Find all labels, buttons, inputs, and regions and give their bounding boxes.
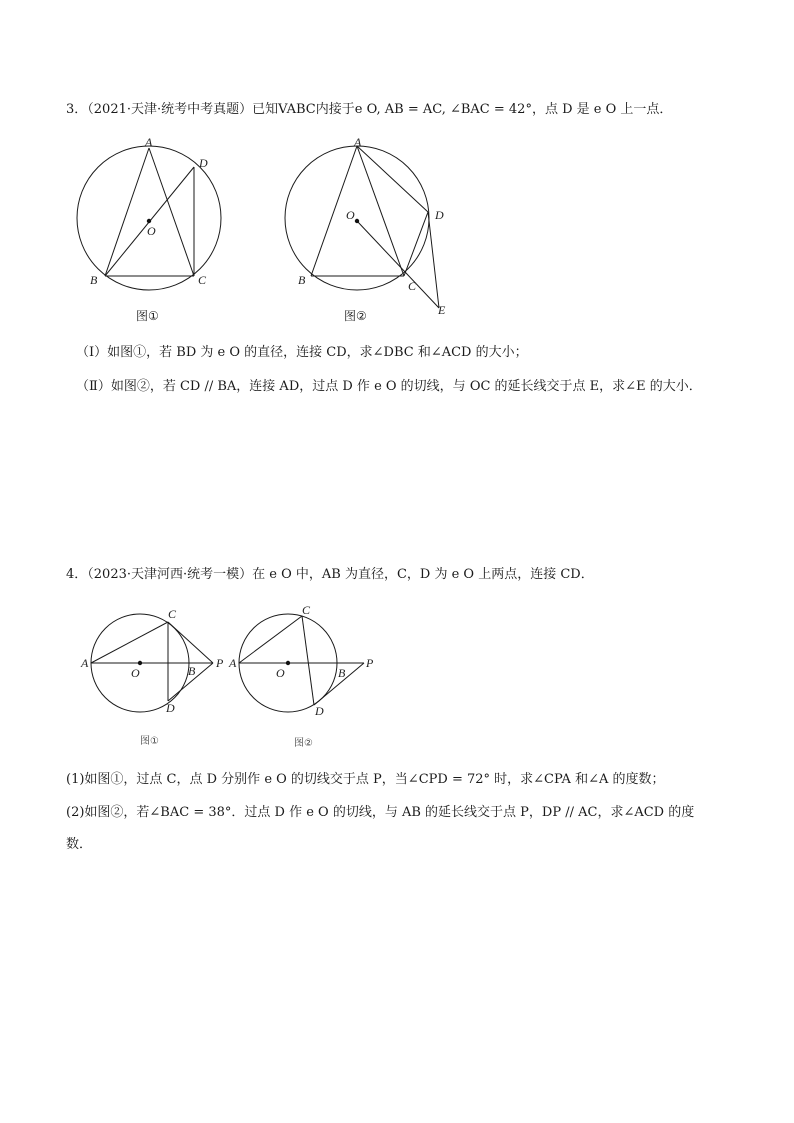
segment-ac <box>149 148 194 276</box>
tangent-cp <box>168 622 213 663</box>
label-a: A <box>81 656 89 670</box>
label-a: A <box>145 135 153 149</box>
q4-figure-2 <box>226 604 396 754</box>
label-c: C <box>302 603 311 617</box>
q3-part-2: （Ⅱ）如图②，若 CD // BA，连接 AD，过点 D 作 e O 的切线，与 OC 的延长线交于点 E，求∠E 的大小． <box>76 379 702 394</box>
caption-fig1: 图① <box>140 736 159 747</box>
q3-figure-2 <box>278 134 468 324</box>
label-b: B <box>298 273 306 287</box>
label-d: D <box>166 701 175 715</box>
q4-part-1: (1)如图①，过点 C，点 D 分别作 e O 的切线交于点 P，当∠CPD = 72° 时，求∠CPA 和∠A 的度数； <box>66 772 665 787</box>
caption-fig1: 图① <box>136 309 159 323</box>
q4-part-2-cont: 数． <box>66 837 93 852</box>
label-b: B <box>188 664 196 678</box>
label-d: D <box>435 208 444 222</box>
label-e: E <box>438 303 446 317</box>
center-point <box>138 661 142 665</box>
label-o: O <box>131 666 140 680</box>
segment-ab <box>105 148 149 276</box>
label-c: C <box>408 279 417 293</box>
label-p: P <box>366 656 374 670</box>
q4-stem: 4．（2023·天津河西·统考一模）在 e O 中，AB 为直径，C，D 为 e O 上两点，连接 CD． <box>66 567 594 582</box>
q3-part-1: （Ⅰ）如图①，若 BD 为 e O 的直径，连接 CD，求∠DBC 和∠ACD 的大小； <box>76 345 528 360</box>
q4-part-2: (2)如图②，若∠BAC = 38°．过点 D 作 e O 的切线，与 AB 的延长线交于点 P，DP // AC，求∠ACD 的度 <box>66 805 695 820</box>
label-o: O <box>276 666 285 680</box>
segment-cd <box>302 616 314 705</box>
label-o: O <box>147 224 156 238</box>
q3-figure-1 <box>70 134 230 324</box>
label-b: B <box>338 666 346 680</box>
label-d: D <box>315 704 324 718</box>
center-point <box>355 219 359 223</box>
circle-o <box>285 146 429 290</box>
q4-figure-1 <box>78 604 238 754</box>
label-d: D <box>199 156 208 170</box>
tangent-de <box>428 212 439 308</box>
label-o: O <box>346 208 355 222</box>
segment-ac <box>357 146 404 276</box>
label-p: P <box>216 656 224 670</box>
q3-stem: 3．（2021·天津·统考中考真题）已知VABC内接于e O, AB = AC, ∠BAC = 42°，点 D 是 e O 上一点． <box>66 102 673 117</box>
caption-fig2: 图② <box>294 738 313 749</box>
label-c: C <box>198 273 207 287</box>
center-point <box>286 661 290 665</box>
label-b: B <box>90 273 98 287</box>
label-c: C <box>168 607 177 621</box>
segment-ac <box>91 622 168 663</box>
label-a: A <box>229 656 237 670</box>
caption-fig2: 图② <box>344 309 367 323</box>
center-point <box>147 219 151 223</box>
segment-ac <box>239 616 302 663</box>
label-a: A <box>354 135 362 149</box>
